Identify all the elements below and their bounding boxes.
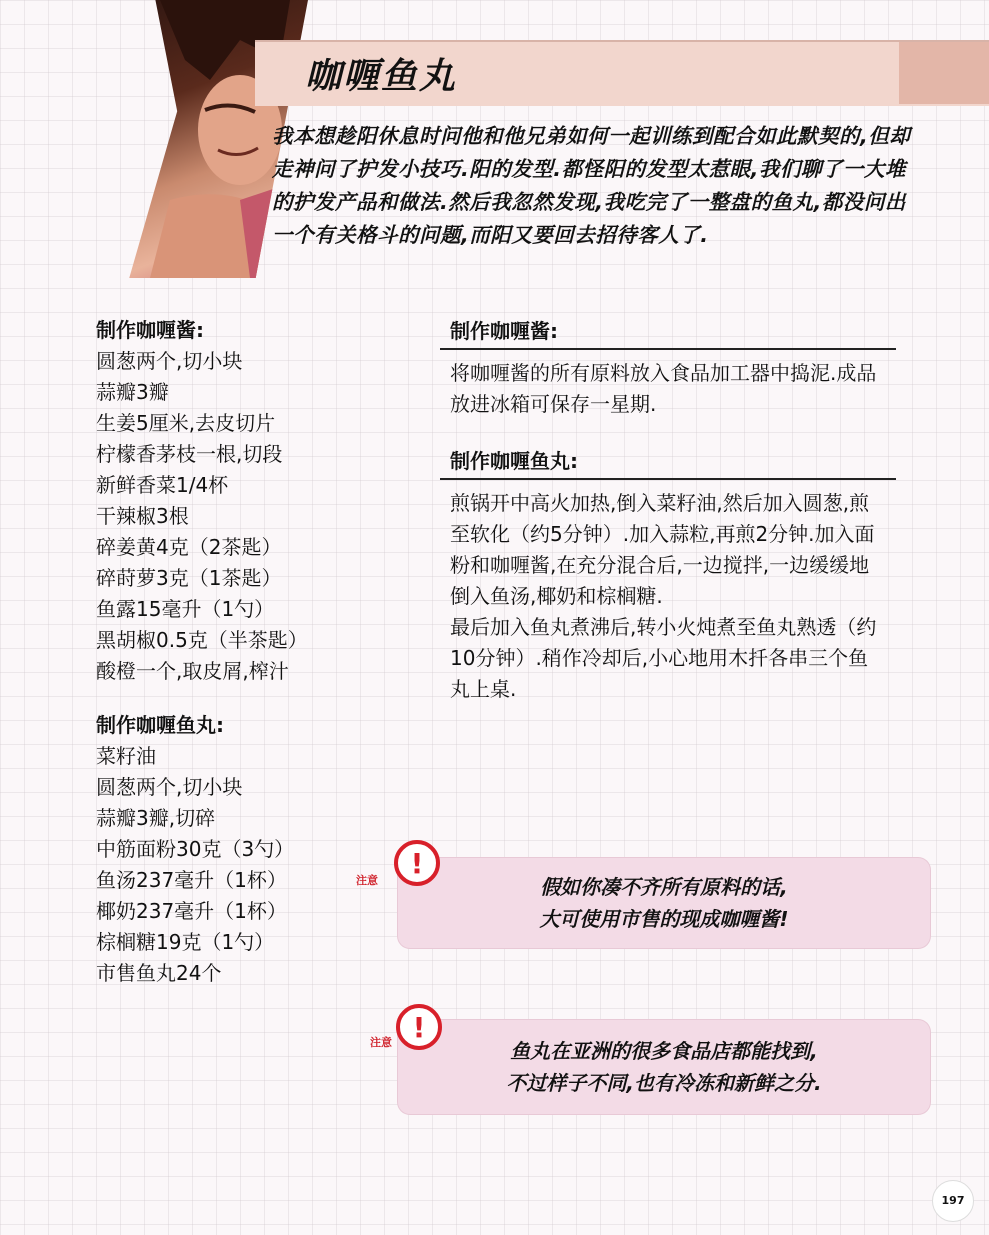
ingredient-item: 蒜瓣3瓣,切碎	[96, 806, 216, 830]
note-line: 假如你凑不齐所有原料的话,	[540, 875, 788, 899]
fishball-steps-text-1: 煎锅开中高火加热,倒入菜籽油,然后加入圆葱,煎至软化（约5分钟）.加入蒜粒,再煎2分钟.加入面粉和咖喱酱,在充分混合后,一边搅拌,一边缓缓地倒入鱼汤,椰奶和棕榈糖.	[450, 491, 875, 608]
ingredient-item: 新鲜香菜1/4杯	[96, 473, 229, 497]
note-line: 不过样子不同,也有冷冻和新鲜之分.	[506, 1071, 822, 1095]
ingredient-item: 市售鱼丸24个	[96, 961, 222, 985]
ingredient-item: 鱼汤237毫升（1杯）	[96, 868, 287, 892]
fishball-steps-text-2: 最后加入鱼丸煮沸后,转小火炖煮至鱼丸熟透（约10分钟）.稍作冷却后,小心地用木扦各串三个鱼丸上桌.	[450, 615, 877, 701]
ingredient-item: 黑胡椒0.5克（半茶匙）	[96, 628, 308, 652]
ingredient-item: 中筋面粉30克（3勺）	[96, 837, 295, 861]
note-line: 大可使用市售的现成咖喱酱!	[539, 907, 789, 931]
ingredient-item: 干辣椒3根	[96, 504, 189, 528]
note-label: 注意	[356, 874, 378, 887]
ingredient-item: 椰奶237毫升（1杯）	[96, 899, 287, 923]
steps-column	[440, 316, 896, 705]
ingredient-item: 棕榈糖19克（1勺）	[96, 930, 275, 954]
exclamation-alert-icon: !	[396, 1004, 442, 1050]
sauce-steps-text: 将咖喱酱的所有原料放入食品加工器中捣泥.成品放进冰箱可保存一星期.	[450, 361, 877, 416]
ingredient-item: 碎莳萝3克（1茶匙）	[96, 566, 282, 590]
page-title: 咖喱鱼丸	[305, 56, 458, 97]
ingredient-item: 蒜瓣3瓣	[96, 380, 169, 404]
note-line: 鱼丸在亚洲的很多食品店都能找到,	[510, 1039, 818, 1063]
note-box	[398, 1020, 930, 1114]
ingredient-item: 生姜5厘米,去皮切片	[96, 411, 276, 435]
ingredient-item: 柠檬香茅枝一根,切段	[96, 442, 283, 466]
ingredient-item: 碎姜黄4克（2茶匙）	[96, 535, 282, 559]
exclamation-alert-icon: !	[394, 840, 440, 886]
ingredient-item: 圆葱两个,切小块	[96, 349, 243, 373]
sauce-ingredients-heading: 制作咖喱酱:	[96, 318, 204, 342]
page-number: 197	[932, 1180, 974, 1222]
fishball-ingredients-heading: 制作咖喱鱼丸:	[96, 713, 224, 737]
ingredient-item: 圆葱两个,切小块	[96, 775, 243, 799]
ingredient-item: 菜籽油	[96, 744, 156, 768]
ingredient-item: 鱼露15毫升（1勺）	[96, 597, 275, 621]
intro-paragraph: 我本想趁阳休息时问他和他兄弟如何一起训练到配合如此默契的,但却走神问了护发小技巧.阳的发型.都怪阳的发型太惹眼,我们聊了一大堆的护发产品和做法.然后我忽然发现,我吃完了一整盘的鱼丸,都没问出一个有关格斗的问题,而阳又要回去招待客人了.	[272, 124, 911, 247]
sauce-steps-heading: 制作咖喱酱:	[440, 316, 896, 350]
ingredient-item: 酸橙一个,取皮屑,榨汁	[96, 659, 289, 683]
note-box	[398, 858, 930, 948]
note-label: 注意	[370, 1036, 392, 1049]
title-band-accent	[899, 42, 989, 104]
fishball-steps-heading: 制作咖喱鱼丸:	[440, 446, 896, 480]
